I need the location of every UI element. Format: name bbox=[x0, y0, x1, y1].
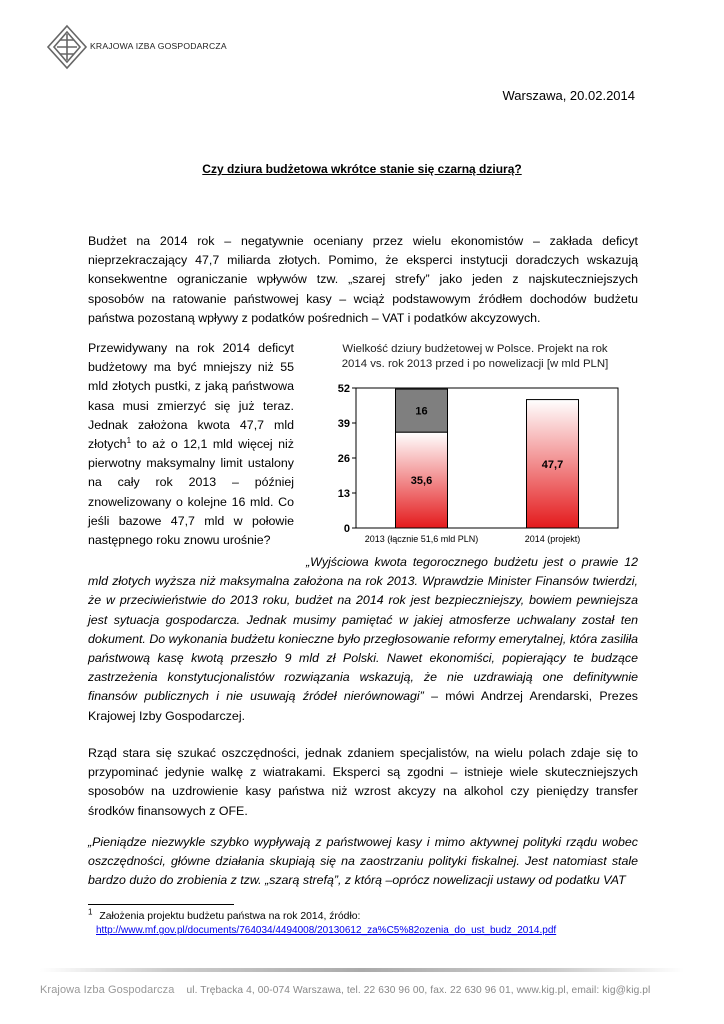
footer-org: Krajowa Izba Gospodarcza bbox=[40, 984, 175, 996]
x-category-label: 2014 (projekt) bbox=[524, 534, 581, 544]
chart-title: Wielkość dziury budżetowej w Polsce. Projekt na rok 2014 vs. rok 2013 przed i po nowelizacji [w mld PLN] bbox=[341, 343, 609, 371]
y-tick-label: 52 bbox=[337, 383, 350, 395]
paragraph-deficit bbox=[88, 339, 294, 550]
bar-value-label: 16 bbox=[415, 405, 428, 418]
y-tick-label: 13 bbox=[337, 488, 350, 500]
paragraph-deficit-text-b: to aż o 12,1 mld więcej niż pierwotny maksymalny limit ustalony na cały rok 2013 – później znowelizowany o kolejne 16 mld. Co jeśli bazowe 47,7 mld w połowie następnego roku znowu urośnie? bbox=[88, 437, 294, 548]
paragraph-intro: Budżet na 2014 rok – negatywnie oceniany przez wielu ekonomistów – zakłada deficyt nieprzekraczający 47,7 miliarda złotych. Pomimo, że eksperci instytucji doradczych wskazują konsekwentne ograniczanie wpływów tzw. „szarej strefy” jako jeden z najskuteczniejszych sposobów na ratowanie państwowej kasy – wciąż podstawowym źródłem dochodów budżetu państwa pozostaną wpływy z podatków pośrednich – VAT i podatków akcyzowych. bbox=[88, 234, 638, 325]
footer bbox=[40, 984, 650, 996]
y-tick-label: 0 bbox=[343, 523, 350, 535]
x-category-label: 2013 (łącznie 51,6 mld PLN) bbox=[364, 534, 479, 544]
deficit-chart bbox=[330, 340, 630, 550]
kig-logo bbox=[46, 24, 227, 70]
footnote-text: Założenia projektu budżetu państwa na rok 2014, źródło: bbox=[99, 911, 361, 922]
quote-arendarski-italic: „Wyjściowa kwota tegorocznego budżetu jest o prawie 12 mld złotych wyższa niż maksymalna założona na rok 2013. Wprawdzie Minister Finansów twierdzi, że w przeciwieństwie do 2013 roku, budżet na 2014 rok jest bezpieczniejszy, bowiem pewniejsza jest sytuacja gospodarcza. Jednak musimy pamiętać w jakiej atmosferze uchwalany został ten dokument. Do wykonania budżetu konieczne było przegłosowanie reformy emerytalnej, która zasiliła państwową kasę kwotą przeszło 9 mld zł Polski. Nawet ekonomiści, popierający te budzące zastrzeżenia konstytucjonalistów rozwiązania wskazują, że nie uzdrawiają one definitywnie finansów publicznych i nie usuwają źródeł nierównowagi” bbox=[88, 555, 638, 704]
y-tick-label: 39 bbox=[337, 418, 350, 430]
quote-arendarski-attribution: – mówi Andrzej Arendarski, Prezes Krajowej Izby Gospodarczej. bbox=[88, 689, 638, 723]
bar-value-label: 35,6 bbox=[410, 475, 433, 488]
chart-canvas bbox=[330, 340, 630, 550]
quote-arendarski bbox=[88, 553, 638, 726]
footnote-link[interactable]: http://www.mf.gov.pl/documents/764034/4494008/20130612_za%C5%82ozenia_do_ust_budz_2014.pdf bbox=[96, 925, 557, 936]
org-name: KRAJOWA IZBA GOSPODARCZA bbox=[90, 41, 227, 51]
date-line: Warszawa, 20.02.2014 bbox=[502, 88, 635, 103]
footnote-mark: 1 bbox=[88, 907, 93, 917]
quote-grey-zone: „Pieniądze niezwykle szybko wypływają z państwowej kasy i mimo aktywnej polityki rządu wobec oszczędności, główne działania skupiają się na zaostrzaniu polityki fiskalnej. Jest natomiast stale bardzo dużo do zrobienia z tzw. „szarą strefą”, z którą –oprócz nowelizacji ustawy od podatku VAT bbox=[88, 835, 638, 888]
paragraph-deficit-text-a: Przewidywany na rok 2014 deficyt budżetowy ma być mniejszy niż 55 mld złotych pustki, z jaką państwowa kasa musi zmierzyć się już teraz. Jednak założona kwota 47,7 mld złotych bbox=[88, 341, 294, 452]
paragraph-savings: Rząd stara się szukać oszczędności, jednak zdaniem specjalistów, na wielu polach zdaje się to przypominać jedynie walkę z wiatrakami. Eksperci są zgodni – istnieje wiele skuteczniejszych sposobów na uzdrowienie kasy państwa niż wzrost akcyzy na alkohol czy pieniędzy transfer środków finansowych z OFE. bbox=[88, 746, 638, 818]
kig-emblem-icon bbox=[46, 24, 88, 70]
footer-divider bbox=[40, 968, 684, 972]
bar-value-label: 47,7 bbox=[541, 458, 564, 471]
footnote-ref: 1 bbox=[126, 435, 132, 445]
page-title: Czy dziura budżetowa wkrótce stanie się czarną dziurą? bbox=[202, 162, 522, 176]
footer-address: ul. Trębacka 4, 00-074 Warszawa, tel. 22 630 96 00, fax. 22 630 96 01, www.kig.pl, email: kig@kig.pl bbox=[186, 985, 651, 996]
y-tick-label: 26 bbox=[337, 453, 350, 465]
footnote bbox=[88, 907, 557, 938]
footnote-divider bbox=[88, 904, 234, 905]
